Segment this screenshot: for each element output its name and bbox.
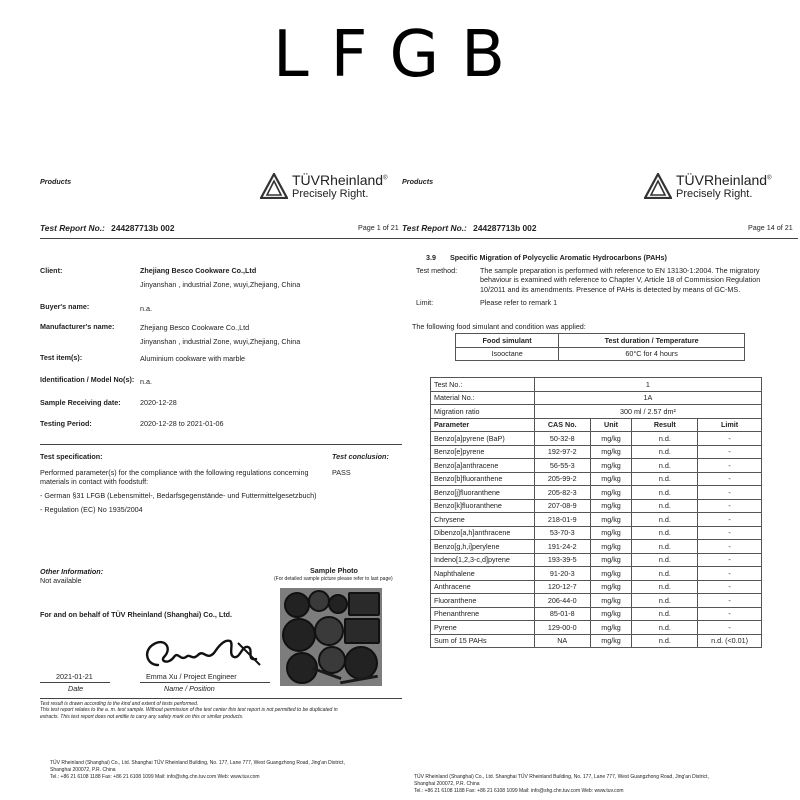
result-cell: n.d. [632, 567, 698, 581]
sample-photo [280, 588, 382, 686]
table-row [431, 580, 762, 594]
pan-image [308, 590, 330, 612]
products-label: Products [402, 177, 434, 186]
test-no-value: 1 [534, 378, 761, 392]
tuv-brand: TÜVRheinland [676, 172, 768, 188]
table-row [431, 567, 762, 581]
result-cell: n.d. [632, 445, 698, 459]
other-info-label: Other Information: [40, 567, 104, 576]
report-number-line [402, 223, 537, 234]
cas-cell: 91-20-3 [534, 567, 590, 581]
parameter-cell: Benzo[a]anthracene [431, 459, 535, 473]
parameter-cell: Phenanthrene [431, 607, 535, 621]
registered-mark: ® [767, 175, 772, 182]
manufacturer-name: Zhejiang Besco Cookware Co.,Ltd [140, 323, 250, 332]
limit-cell: - [698, 486, 762, 500]
duration-value: 60°C for 4 hours [559, 347, 745, 361]
client-address: Jinyanshan , industrial Zone, wuyi,Zhejiang, China [140, 280, 301, 289]
result-cell: n.d. [632, 553, 698, 567]
disclaimer [40, 701, 338, 720]
limit-cell: - [698, 594, 762, 608]
test-conclusion-label: Test conclusion: [332, 452, 389, 461]
limit-header: Limit [698, 418, 762, 432]
cas-cell: NA [534, 634, 590, 648]
unit-header: Unit [590, 418, 632, 432]
table-row [431, 634, 762, 648]
parameter-cell: Anthracene [431, 580, 535, 594]
lfgb-title: LFGB [273, 18, 527, 92]
unit-cell: mg/kg [590, 580, 632, 594]
test-method-line-1: The sample preparation is performed with reference to EN 13130-1:2004. The migratory [480, 266, 760, 275]
tuv-brand: TÜVRheinland [292, 172, 384, 188]
footer [50, 760, 345, 780]
disclaimer-line-3: extracts. This test report does not entitle to carry any safety mark on this or similar products. [40, 713, 244, 720]
pan-image [328, 594, 348, 614]
result-cell: n.d. [632, 513, 698, 527]
duration-header: Test duration / Temperature [559, 334, 745, 348]
unit-cell: mg/kg [590, 445, 632, 459]
migration-ratio-value: 300 ml / 2.57 dm² [534, 405, 761, 419]
page-number: Page 14 of 21 [748, 223, 793, 232]
result-header: Result [632, 418, 698, 432]
report-number-line [40, 223, 175, 234]
pan-image [282, 618, 316, 652]
limit-cell: - [698, 526, 762, 540]
section-number: 3.9 [426, 253, 436, 262]
on-behalf-text: For and on behalf of TÜV Rheinland (Shanghai) Co., Ltd. [40, 610, 233, 619]
name-line [140, 682, 270, 683]
page-number: Page 1 of 21 [358, 223, 399, 232]
result-cell: n.d. [632, 486, 698, 500]
signature-date: 2021-01-21 [56, 672, 93, 681]
cas-cell: 193-39-5 [534, 553, 590, 567]
grill-pan-image [344, 618, 380, 644]
parameter-cell: Indeno[1,2,3-c,d]pyrene [431, 553, 535, 567]
receiving-date-label: Sample Receiving date: [40, 398, 121, 407]
parameter-cell: Benzo[j]fluoranthene [431, 486, 535, 500]
grill-pan-image [348, 592, 380, 616]
migration-ratio-label: Migration ratio [431, 405, 535, 419]
limit-cell: - [698, 432, 762, 446]
buyer-value: n.a. [140, 304, 152, 313]
cas-cell: 129-00-0 [534, 621, 590, 635]
limit-value: Please refer to remark 1 [480, 298, 558, 307]
cas-cell: 85-01-8 [534, 607, 590, 621]
sample-photo-note: (For detailed sample picture please refer to last page) [274, 576, 393, 582]
pan-image [314, 616, 344, 646]
unit-cell: mg/kg [590, 499, 632, 513]
simulant-value: Isooctane [456, 347, 559, 361]
parameter-cell: Benzo[a]pyrene (BaP) [431, 432, 535, 446]
simulant-header: Food simulant [456, 334, 559, 348]
unit-cell: mg/kg [590, 513, 632, 527]
pan-image [284, 592, 310, 618]
parameter-header: Parameter [431, 418, 535, 432]
cas-cell: 120-12-7 [534, 580, 590, 594]
table-row [431, 472, 762, 486]
table-row [431, 513, 762, 527]
parameter-cell: Benzo[g,h,i]perylene [431, 540, 535, 554]
section-title: Specific Migration of Polycyclic Aromatic Hydrocarbons (PAHs) [450, 253, 667, 262]
report-label: Test Report No.: [40, 223, 105, 233]
manufacturer-address: Jinyanshan , industrial Zone, wuyi,Zhejiang, China [140, 337, 301, 346]
result-cell: n.d. [632, 432, 698, 446]
testing-period-value: 2020-12-28 to 2021-01-06 [140, 419, 224, 428]
limit-cell: - [698, 472, 762, 486]
signature-image [138, 635, 268, 675]
limit-label: Limit: [416, 298, 434, 307]
date-label: Date [68, 684, 84, 693]
unit-cell: mg/kg [590, 432, 632, 446]
pah-results-table [430, 377, 762, 648]
limit-cell: - [698, 567, 762, 581]
result-cell: n.d. [632, 499, 698, 513]
receiving-date-value: 2020-12-28 [140, 398, 177, 407]
test-method-label: Test method: [416, 266, 458, 275]
unit-cell: mg/kg [590, 567, 632, 581]
limit-cell: - [698, 445, 762, 459]
footer-line-3: Tel.: +86 21 6108 1188 Fax: +86 21 6108 1099 Mail: info@shg.chn.tuv.com Web: www.tuv.com [414, 787, 624, 794]
limit-cell: - [698, 580, 762, 594]
divider [40, 444, 402, 445]
parameter-cell: Sum of 15 PAHs [431, 634, 535, 648]
material-label: Material No.: [431, 391, 535, 405]
divider [40, 698, 402, 699]
table-row [431, 486, 762, 500]
divider [40, 238, 402, 239]
parameter-cell: Pyrene [431, 621, 535, 635]
report-number: 244287713b 002 [473, 223, 537, 233]
parameter-cell: Chrysene [431, 513, 535, 527]
cas-header: CAS No. [534, 418, 590, 432]
cas-cell: 205-82-3 [534, 486, 590, 500]
unit-cell: mg/kg [590, 553, 632, 567]
engineer-name: Emma Xu / Project Engineer [146, 672, 237, 681]
divider [402, 238, 798, 239]
cas-cell: 191-24-2 [534, 540, 590, 554]
test-method-line-2: behaviour is examined with reference to Chapter V, Article 18 of Commission Regulation [480, 275, 761, 285]
cas-cell: 205-99-2 [534, 472, 590, 486]
result-cell: n.d. [632, 580, 698, 594]
result-cell: n.d. [632, 621, 698, 635]
table-row [431, 499, 762, 513]
report-number: 244287713b 002 [111, 223, 175, 233]
table-row [431, 459, 762, 473]
test-spec-label: Test specification: [40, 452, 103, 461]
test-no-label: Test No.: [431, 378, 535, 392]
limit-cell: - [698, 513, 762, 527]
parameter-cell: Naphthalene [431, 567, 535, 581]
table-row [431, 432, 762, 446]
table-row [431, 553, 762, 567]
registered-mark: ® [383, 175, 388, 182]
footer-line-2: Shanghai 200072, P.R. China [414, 780, 480, 787]
test-conclusion-value: PASS [332, 468, 351, 477]
limit-cell: - [698, 621, 762, 635]
test-spec-text-1: Performed parameter(s) for the compliance with the following regulations concerning [40, 468, 309, 477]
client-name: Zhejiang Besco Cookware Co.,Ltd [140, 266, 257, 275]
name-position-label: Name / Position [164, 684, 215, 693]
limit-cell: - [698, 607, 762, 621]
parameter-cell: Benzo[b]fluoranthene [431, 472, 535, 486]
cas-cell: 206-44-0 [534, 594, 590, 608]
test-item-label: Test item(s): [40, 353, 83, 362]
tuv-logo [260, 173, 387, 200]
limit-cell: - [698, 459, 762, 473]
parameter-cell: Dibenzo[a,h]anthracene [431, 526, 535, 540]
table-row [431, 621, 762, 635]
unit-cell: mg/kg [590, 607, 632, 621]
identification-value: n.a. [140, 377, 152, 386]
testing-period-label: Testing Period: [40, 419, 92, 428]
table-row [431, 445, 762, 459]
manufacturer-label: Manufacturer's name: [40, 322, 115, 331]
table-row [431, 526, 762, 540]
result-cell: n.d. [632, 526, 698, 540]
result-cell: n.d. [632, 594, 698, 608]
result-cell: n.d. [632, 472, 698, 486]
footer-line-1: TÜV Rheinland (Shanghai) Co., Ltd. Shanghai TÜV Rheinland Building, No. 177, Lane 777, West Guangzhong Road, Jing'an District, [50, 760, 345, 766]
cas-cell: 53-70-3 [534, 526, 590, 540]
material-value: 1A [534, 391, 761, 405]
client-label: Client: [40, 266, 63, 275]
simulant-intro: The following food simulant and condition was applied: [412, 322, 586, 331]
parameter-cell: Benzo[k]fluoranthene [431, 499, 535, 513]
cas-cell: 50-32-8 [534, 432, 590, 446]
unit-cell: mg/kg [590, 459, 632, 473]
sample-photo-label: Sample Photo [310, 566, 358, 575]
test-method-line-3: 10/2011 and its amendments. Presence of PAHs is detected by means of GC-MS. [480, 284, 741, 294]
table-row [431, 540, 762, 554]
result-cell: n.d. [632, 634, 698, 648]
cas-cell: 192-97-2 [534, 445, 590, 459]
unit-cell: mg/kg [590, 526, 632, 540]
parameter-cell: Fluoranthene [431, 594, 535, 608]
unit-cell: mg/kg [590, 540, 632, 554]
identification-label: Identification / Model No(s): [40, 375, 135, 384]
simulant-table [455, 333, 745, 361]
tuv-triangle-icon [644, 173, 672, 199]
disclaimer-line-1: Test result is drawn according to the kind and extent of tests performed. [40, 701, 199, 707]
report-page-1 [30, 170, 402, 800]
date-line [40, 682, 110, 683]
footer-line-2: Shanghai 200072, P.R. China [50, 766, 116, 773]
table-row [431, 594, 762, 608]
report-page-14 [400, 170, 800, 800]
limit-cell: n.d. (<0.01) [698, 634, 762, 648]
cas-cell: 207-08-9 [534, 499, 590, 513]
result-cell: n.d. [632, 607, 698, 621]
other-info-value: Not available [40, 576, 82, 585]
parameter-cell: Benzo[e]pyrene [431, 445, 535, 459]
footer-line-1: TÜV Rheinland (Shanghai) Co., Ltd. Shanghai TÜV Rheinland Building, No. 177, Lane 777, West Guangzhong Road, Jing'an District, [414, 774, 709, 780]
tuv-slogan: Precisely Right. [676, 188, 753, 201]
test-method-text [480, 266, 760, 294]
products-label: Products [40, 177, 72, 186]
unit-cell: mg/kg [590, 486, 632, 500]
tuv-triangle-icon [260, 173, 288, 199]
cas-cell: 56-55-3 [534, 459, 590, 473]
limit-cell: - [698, 540, 762, 554]
buyer-label: Buyer's name: [40, 302, 90, 311]
test-spec-text-2: materials in contact with foodstuff: [40, 477, 149, 486]
test-item-value: Aluminium cookware with marble [140, 354, 246, 363]
report-label: Test Report No.: [402, 223, 467, 233]
cas-cell: 218-01-9 [534, 513, 590, 527]
limit-cell: - [698, 553, 762, 567]
footer [414, 774, 709, 794]
unit-cell: mg/kg [590, 634, 632, 648]
footer-line-3: Tel.: +86 21 6108 1188 Fax: +86 21 6108 1099 Mail: info@shg.chn.tuv.com Web: www.tuv.com [50, 773, 260, 780]
disclaimer-line-2: This test report relates to the a. m. test sample. Without permission of the test center this test report is not permitted to be duplicated in [40, 707, 338, 714]
regulation-2: - Regulation (EC) No 1935/2004 [40, 505, 143, 514]
tuv-slogan: Precisely Right. [292, 188, 369, 201]
unit-cell: mg/kg [590, 594, 632, 608]
unit-cell: mg/kg [590, 472, 632, 486]
limit-cell: - [698, 499, 762, 513]
unit-cell: mg/kg [590, 621, 632, 635]
result-cell: n.d. [632, 540, 698, 554]
regulation-1: - German §31 LFGB (Lebensmittel-, Bedarfsgegenstände- und Futtermittelgesetzbuch) [40, 491, 317, 500]
table-row [431, 607, 762, 621]
result-cell: n.d. [632, 459, 698, 473]
tuv-logo [644, 173, 771, 200]
